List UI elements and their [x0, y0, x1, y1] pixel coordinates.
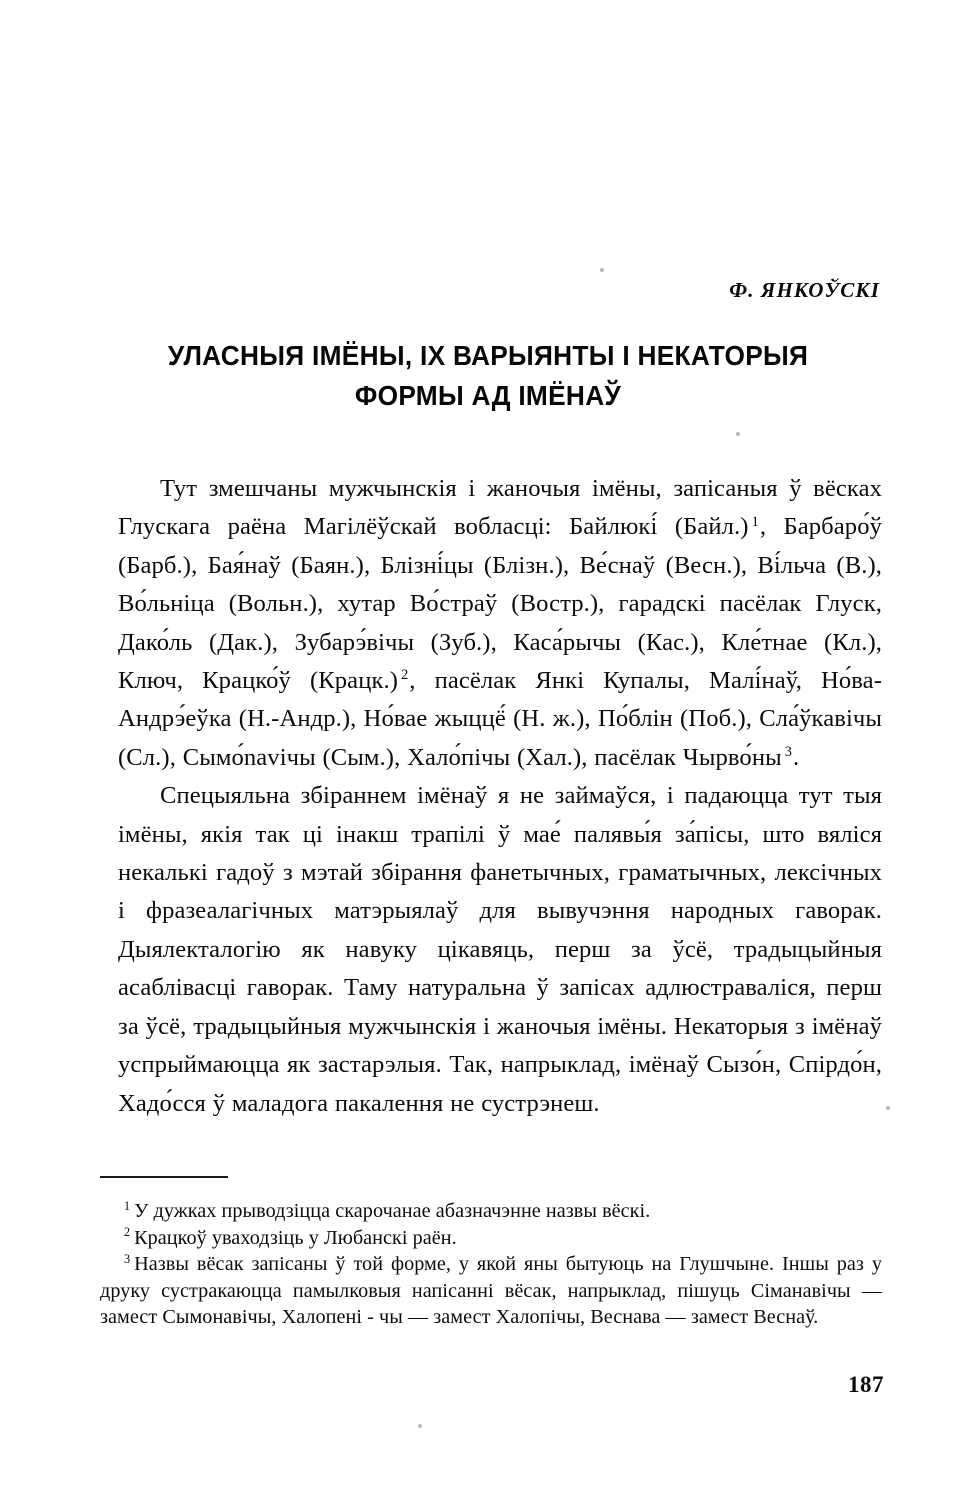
page-title-line-1: УЛАСНЫЯ ІМЁНЫ, ІХ ВАРЫЯНТЫ І НЕКАТОРЫЯ	[167, 340, 809, 371]
scan-speck	[736, 432, 740, 436]
page-title	[106, 336, 870, 416]
body-paragraph-1-part-2: , Барбаро́ў (Барб.), Бая́наў (Баян.), Блізні́цы (Блізн.), Ве́снаў (Весн.), Ві́льча (В.), Во́льніца (Вольн.), хутар Во́страў (Востр.), гарадскі пасёлак Глуск, Дако́ль (Дак.), Зубарэ́вічы (Зуб.), Каса́рычы (Кас.), Кле́тнае (Кл.), Ключ, Крацко́ў (Крацк.)	[118, 513, 882, 695]
body-paragraph-1-part-1: Тут змешчаны мужчынскія і жаночыя імёны, запісаныя ў вёсках Глускага раёна Магілёўскай вобласці: Байлюкі́ (Байл.)	[118, 475, 882, 541]
page-number: 187	[848, 1372, 884, 1397]
footnote-marker: 2	[124, 1225, 131, 1240]
footnote-ref-1[interactable]: 1	[751, 513, 759, 530]
scan-speck	[600, 268, 604, 272]
footnote-marker: 1	[124, 1198, 131, 1213]
body-paragraph-2: Спецыяльна збіраннем імёнаў я не займаўся, і падаюцца тут тыя імёны, якія так ці інакш трапілі ў мае́ палявы́я за́пісы, што вяліся некалькі гадоў з мэтай збірання фанетычных, граматычных, лексічных і фразеалагічных матэрыялаў для вывучэння народных гаворак. Дыялекталогію як навуку цікавяць, перш за ўсё, традыцыйныя асаблівасці гаворак. Таму натуральна ў запісах адлюстраваліся, перш за ўсё, традыцыйныя мужчынскія і жаночыя імёны. Некаторыя з імёнаў успрыймаюцца як застарэлыя. Так, напрыклад, імёнаў Сызо́н, Спірдо́н, Хадо́сся ў маладога пакалення не сустрэнеш.	[118, 782, 882, 1117]
footnote-separator-rule	[100, 1176, 228, 1178]
author-name: Ф. ЯНКОЎСКІ	[729, 278, 880, 302]
footnote-ref-3[interactable]: 3	[784, 744, 792, 760]
scan-speck	[418, 1424, 422, 1428]
footnote-text: Крацкоў уваходзіць у Любанскі раён.	[134, 1226, 457, 1249]
body-paragraph-1	[118, 470, 882, 777]
scan-speck	[886, 1106, 890, 1110]
body-paragraph-1-part-3: , пасёлак Янкі Купалы, Малі́наў, Но́ва-Андрэ́еўка (Н.-Андр.), Но́вае жыццё́ (Н. ж.), По́блін (Поб.), Сла́ўкавічы (Сл.), Сымо́navічы (Сым.), Хало́пічы (Хал.), пасёлак Чырво́ны	[118, 667, 882, 771]
footnote-item	[100, 1198, 882, 1225]
footnote-item	[100, 1251, 882, 1331]
footnote-marker: 3	[124, 1251, 131, 1266]
page-title-line-2: ФОРМЫ АД ІМЁНАЎ	[354, 380, 622, 411]
body-paragraph-1-part-4: .	[792, 743, 800, 771]
footnote-ref-2[interactable]: 2	[401, 667, 409, 684]
article-body	[118, 470, 882, 1123]
footnote-text: Назвы вёсак запісаны ў той форме, у якой яны бытуюць на Глушчыне. Іншы раз у друку сустракаюцца памылковыя напісанні вёсак, напрыклад, пішуць Сіманавічы — замест Сымонавічы, Халопені - чы — замест Халопічы, Веснава — замест Веснаў.	[100, 1253, 882, 1329]
footnote-text: У дужках прыводзіцца скарочанае абазначэнне назвы вёскі.	[134, 1200, 651, 1222]
footnotes-section	[100, 1198, 882, 1331]
footnote-item	[100, 1225, 882, 1252]
